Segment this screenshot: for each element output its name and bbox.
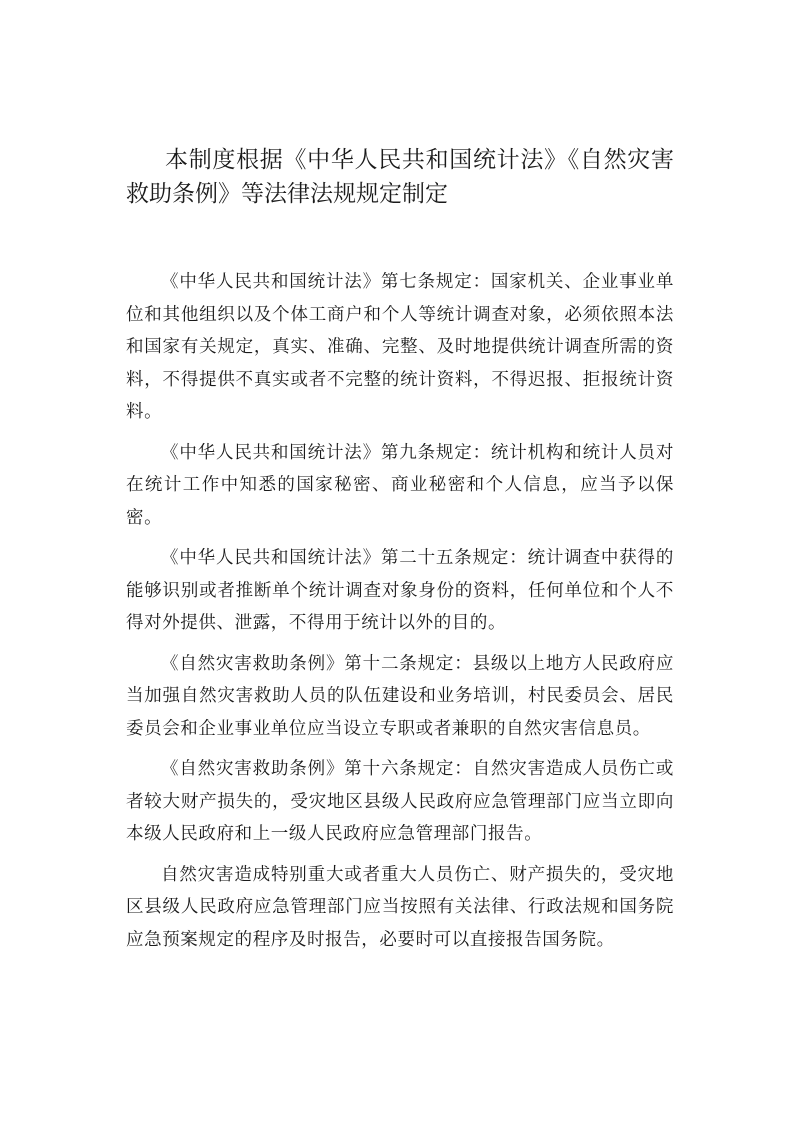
paragraph-statistics-law-article-9: 《中华人民共和国统计法》第九条规定：统计机构和统计人员对在统计工作中知悉的国家秘密、商业秘密和个人信息，应当予以保密。 [126, 442, 674, 528]
paragraph-statistics-law-article-7: 《中华人民共和国统计法》第七条规定：国家机关、企业事业单位和其他组织以及个体工商户和个人等统计调查对象，必须依照本法和国家有关规定，真实、准确、完整、及时地提供统计调查所需的资料，不得提供不真实或者不完整的统计资料，不得迟报、拒报统计资料。 [126, 272, 674, 422]
paragraph-major-disaster-reporting: 自然灾害造成特别重大或者重大人员伤亡、财产损失的，受灾地区县级人民政府应急管理部门应当按照有关法律、行政法规和国务院应急预案规定的程序及时报告，必要时可以直接报告国务院。 [126, 864, 674, 950]
paragraph-statistics-law-article-25: 《中华人民共和国统计法》第二十五条规定：统计调查中获得的能够识别或者推断单个统计调查对象身份的资料，任何单位和个人不得对外提供、泄露，不得用于统计以外的目的。 [126, 548, 674, 633]
paragraph-disaster-relief-article-12: 《自然灾害救助条例》第十二条规定：县级以上地方人民政府应当加强自然灾害救助人员的队伍建设和业务培训，村民委员会、居民委员会和企业事业单位应当设立专职或者兼职的自然灾害信息员。 [126, 653, 674, 739]
paragraph-disaster-relief-article-16: 《自然灾害救助条例》第十六条规定：自然灾害造成人员伤亡或者较大财产损失的，受灾地区县级人民政府应急管理部门应当立即向本级人民政府和上一级人民政府应急管理部门报告。 [126, 759, 674, 844]
document-heading: 本制度根据《中华人民共和国统计法》《自然灾害救助条例》等法律法规规定制定 [126, 147, 674, 207]
document-body [126, 266, 674, 964]
